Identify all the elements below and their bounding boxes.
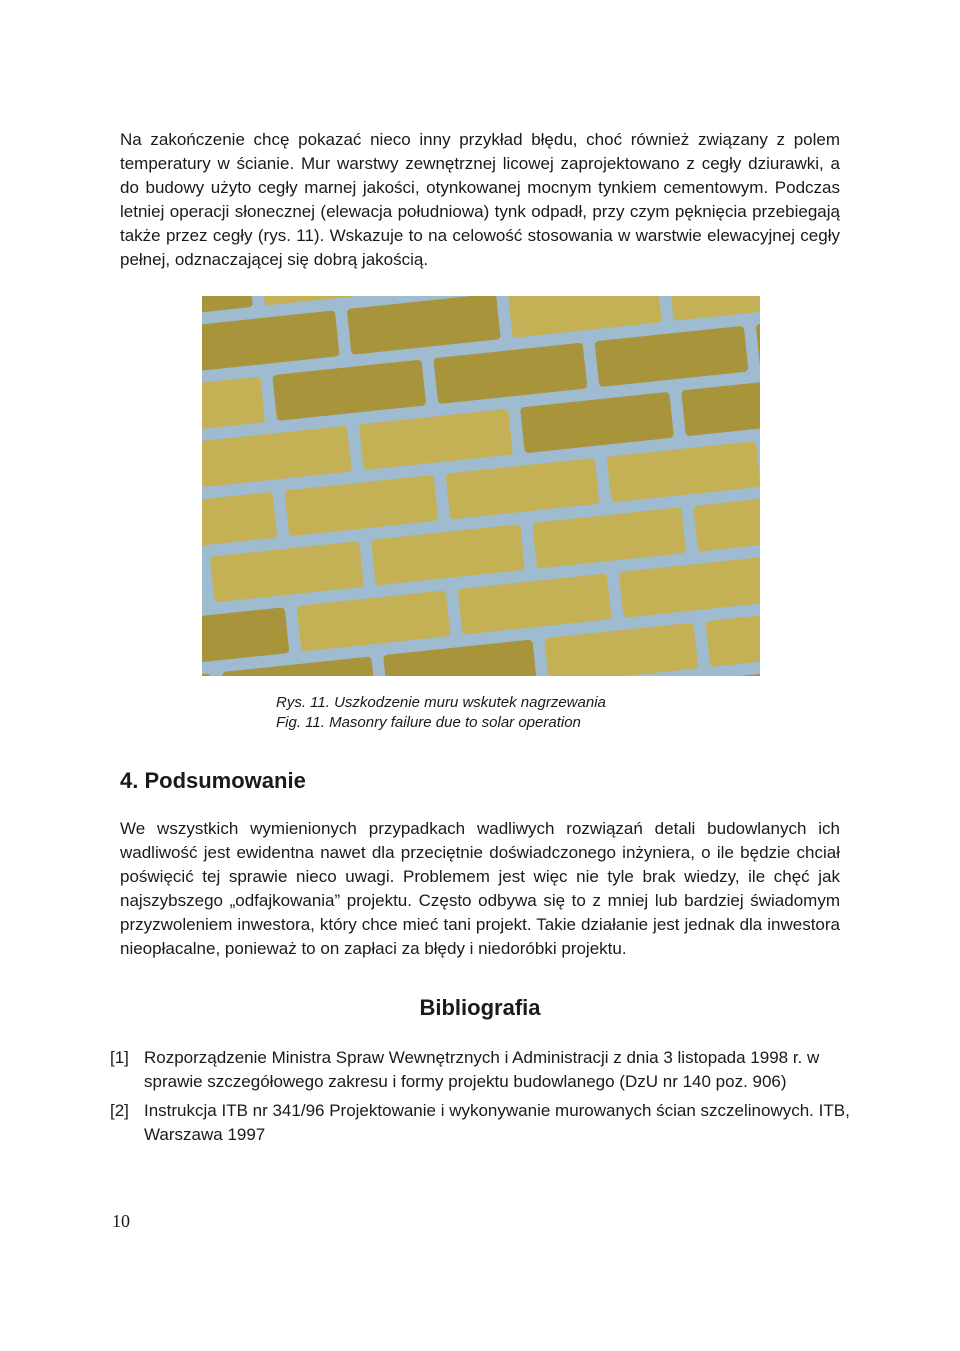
page-number: 10 <box>112 1211 130 1231</box>
section-heading: 4. Podsumowanie <box>120 768 306 793</box>
intro-paragraph: Na zakończenie chcę pokazać nieco inny przykład błędu, choć również związany z polem temperatury w ścianie. Mur warstwy zewnętrznej licowej zaprojektowano z cegły dziurawki, a do budowy użyto cegły marnej jakości, otynkowanej mocnym tynkiem cementowym. Podczas letniej operacji słonecznej (elewacja południowa) tynk odpadł, przy czym pęknięcia przebiegają także przez cegły (rys. 11). Wskazuje to na celowość stosowania w warstwie elewacyjnej cegły pełnej, odznaczającej się dobrą jakością. <box>120 130 840 269</box>
bibliography-text: Rozporządzenie Ministra Spraw Wewnętrznych i Administracji z dnia 3 listopada 1998 r. w sprawie szczegółowego zakresu i formy projektu budowlanego (DzU nr 140 poz. 906) <box>144 1048 820 1091</box>
bibliography-text: Instrukcja ITB nr 341/96 Projektowanie i wykonywanie murowanych ścian szczelinowych. ITB, Warszawa 1997 <box>144 1101 850 1144</box>
brick-wall-image <box>202 296 760 676</box>
bibliography-number: [2] <box>110 1101 129 1120</box>
bibliography-heading: Bibliografia <box>419 995 541 1020</box>
masonry-photo <box>202 296 760 676</box>
figure-caption-en: Fig. 11. Masonry failure due to solar operation <box>276 714 581 731</box>
bibliography-number: [1] <box>110 1048 129 1067</box>
conclusion-paragraph: We wszystkich wymienionych przypadkach wadliwych rozwiązań detali budowlanych ich wadliwość jest ewidentna nawet dla przeciętnie doświadczonego inżyniera, o ile będzie chciał poświęcić tej sprawie nieco uwagi. Problemem jest więc nie tyle brak wiedzy, ile chęć jak najszybszego „odfajkowania” projektu. Często odbywa się to z mniej lub bardziej świadomym przyzwoleniem inwestora, który chce mieć tani projekt. Takie działanie jest jednak dla inwestora nieopłacalne, ponieważ to on zapłaci za błędy i niedoróbki projektu. <box>120 819 840 958</box>
figure-caption-pl: Rys. 11. Uszkodzenie muru wskutek nagrzewania <box>276 694 606 711</box>
